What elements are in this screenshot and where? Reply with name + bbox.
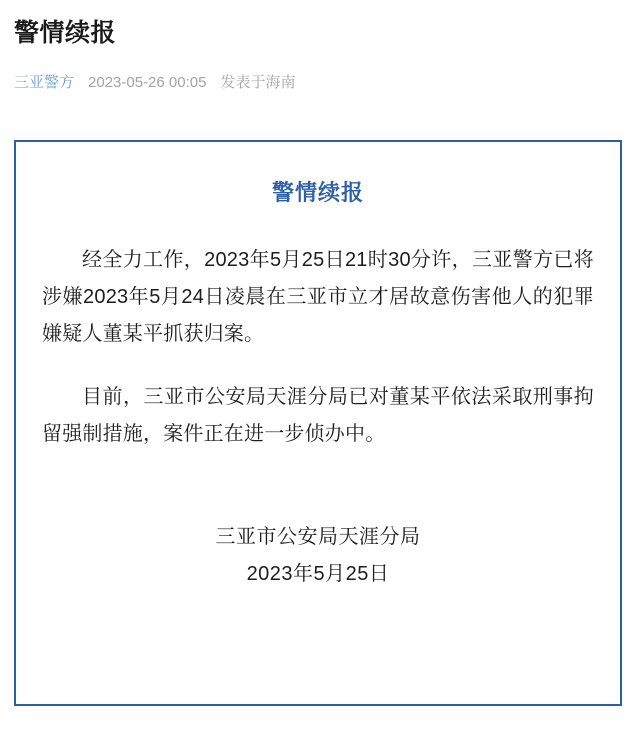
page-title: 警情续报: [14, 19, 117, 47]
article-meta: [14, 72, 636, 94]
meta-timestamp: 2023-05-26 00:05: [88, 74, 207, 91]
signature-organization: 三亚市公安局天涯分局: [215, 526, 421, 548]
notice-title: 警情续报: [271, 180, 364, 205]
signature-date: 2023年5月25日: [246, 563, 390, 585]
notice-signature: [42, 519, 594, 593]
article-page: [0, 16, 636, 755]
notice-paragraph: 经全力工作，2023年5月25日21时30分许，三亚警方已将涉嫌2023年5月24日凌晨在三亚市立才居故意伤害他人的犯罪嫌疑人董某平抓获归案。: [42, 249, 594, 345]
notice-card: [14, 140, 622, 706]
meta-source-link[interactable]: 三亚警方: [14, 74, 75, 91]
meta-location: 发表于海南: [220, 74, 296, 91]
notice-paragraph: 目前，三亚市公安局天涯分局已对董某平依法采取刑事拘留强制措施，案件正在进一步侦办中。: [42, 386, 594, 445]
